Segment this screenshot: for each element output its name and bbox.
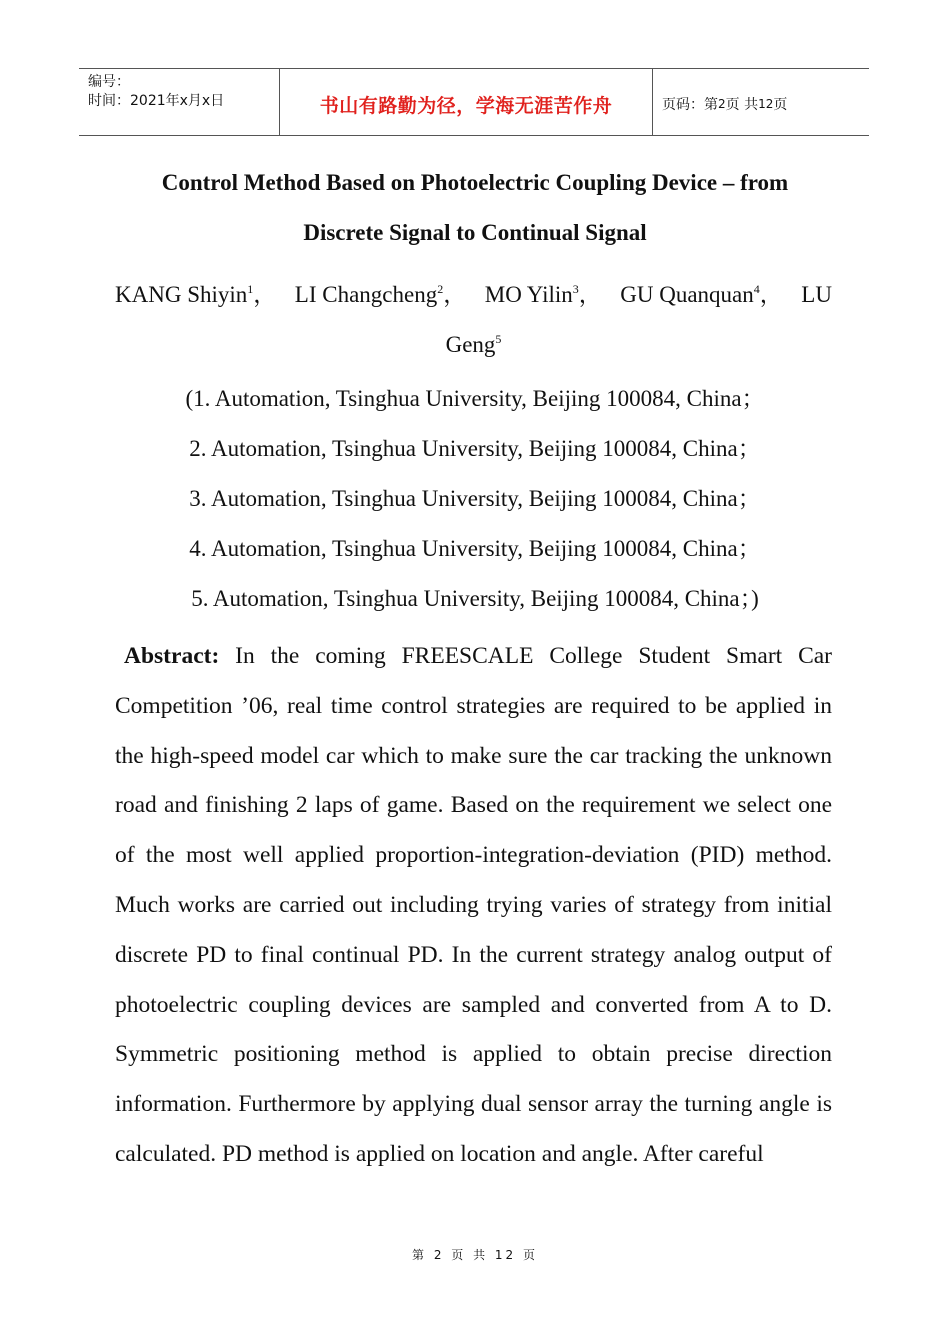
- author: LI Changcheng$^2$，: [294, 282, 467, 307]
- author: KANG Shiyin$^1$，: [115, 282, 277, 307]
- affiliation-5: 5. Automation, Tsinghua University, Beijing 100084, China；): [191, 586, 759, 611]
- page-footer: 第 2 页 共 12 页: [412, 1248, 538, 1262]
- affiliation-4: 4. Automation, Tsinghua University, Beijing 100084, China；: [189, 536, 761, 561]
- affiliation-1: (1. Automation, Tsinghua University, Beijing 100084, China；: [185, 386, 765, 411]
- abstract-label: Abstract:: [124, 643, 220, 669]
- author: LU: [801, 282, 832, 307]
- header-meta: [79, 69, 280, 135]
- author: MO Yilin$^3$，: [484, 282, 602, 307]
- time-label: 时间：2021年x月x日: [88, 93, 225, 109]
- abstract-paragraph: [115, 632, 832, 1180]
- header-page-info: [653, 69, 869, 135]
- author-continuation: Geng$^5$: [445, 332, 502, 357]
- author-list: [115, 280, 832, 360]
- serial-number-label: 编号：: [88, 74, 130, 90]
- page-label-suffix: 页: [773, 97, 788, 113]
- author: GU Quanquan$^4$，: [620, 282, 783, 307]
- paper-title-line-2: Discrete Signal to Continual Signal: [303, 220, 647, 245]
- affiliation-3: 3. Automation, Tsinghua University, Beijing 100084, China；: [189, 486, 761, 511]
- page-total: 12: [758, 97, 774, 111]
- page-number: 2: [718, 97, 726, 111]
- page-header: [79, 68, 869, 136]
- paper-title-line-1: Control Method Based on Photoelectric Coupling Device – from: [161, 170, 789, 195]
- page-label-middle: 页 共: [725, 97, 759, 113]
- page-label-prefix: 页码：第: [662, 97, 718, 113]
- abstract-text: In the coming FREESCALE College Student Smart Car Competition ’06, real time control strategies are required to be applied in the high-speed model car which to make sure the car tracking the unknown road and finishing 2 laps of game. Based on the requirement we select one of the most well applied proportion-integration-deviation (PID) method. Much works are carried out including trying varies of strategy from initial discrete PD to final continual PD. In the current strategy analog output of photoelectric coupling devices are sampled and converted from A to D. Symmetric positioning method is applied to obtain precise direction information. Furthermore by applying dual sensor array the turning angle is calculated. PD method is applied on location and angle. After careful: [115, 643, 832, 1167]
- affiliation-2: 2. Automation, Tsinghua University, Beijing 100084, China；: [189, 436, 761, 461]
- header-motto: 书山有路勤为径，学海无涯苦作舟: [280, 69, 653, 135]
